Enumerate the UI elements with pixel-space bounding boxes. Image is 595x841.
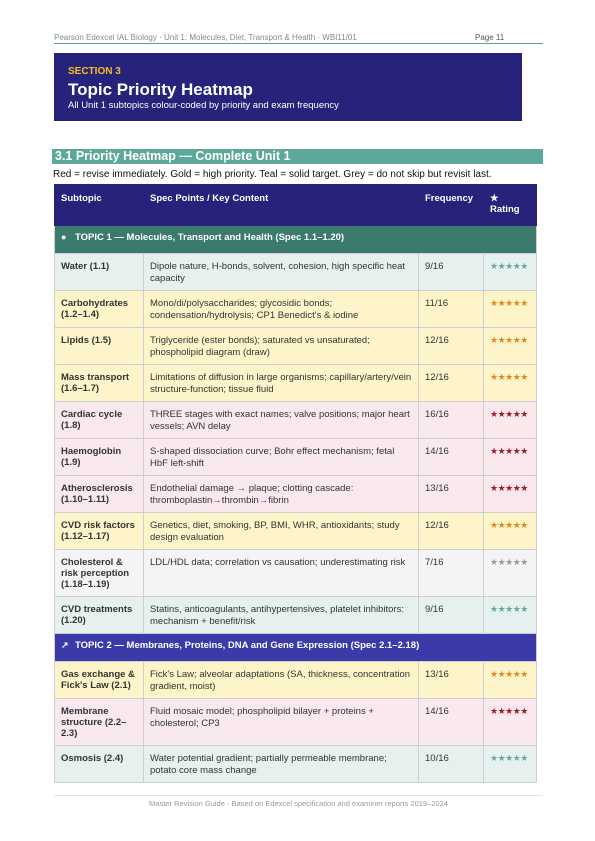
subsection-heading: 3.1 Priority Heatmap — Complete Unit 1 bbox=[52, 149, 543, 164]
frequency-cell: 14/16 bbox=[419, 699, 484, 746]
frequency-cell: 12/16 bbox=[419, 513, 484, 550]
spec-cell: Triglyceride (ester bonds); saturated vs unsaturated; phospholipid diagram (draw) bbox=[144, 328, 419, 365]
header-spec: Spec Points / Key Content bbox=[144, 185, 419, 226]
rating-stars: ★★★★★ bbox=[484, 365, 537, 402]
subtopic-cell: Cardiac cycle (1.8) bbox=[55, 402, 144, 439]
topic1-dot-icon: ● bbox=[61, 232, 67, 242]
table-row bbox=[55, 328, 537, 365]
page-footer bbox=[54, 795, 543, 808]
table-header-row bbox=[55, 185, 537, 226]
frequency-cell: 12/16 bbox=[419, 328, 484, 365]
subtopic-cell: Lipids (1.5) bbox=[55, 328, 144, 365]
spec-cell: THREE stages with exact names; valve positions; major heart vessels; AVN delay bbox=[144, 402, 419, 439]
frequency-cell: 10/16 bbox=[419, 746, 484, 783]
section-kicker: SECTION 3 bbox=[68, 66, 121, 77]
header-frequency: Frequency bbox=[419, 185, 484, 226]
color-legend: Red = revise immediately. Gold = high priority. Teal = solid target. Grey = do not skip but revisit last. bbox=[53, 169, 492, 180]
subtopic-cell: Osmosis (2.4) bbox=[55, 746, 144, 783]
rating-stars: ★★★★★ bbox=[484, 699, 537, 746]
topic2-label: TOPIC 2 — Membranes, Proteins, DNA and Gene Expression (Spec 2.1–2.18) bbox=[75, 640, 420, 651]
header-rating bbox=[484, 185, 537, 226]
rating-stars: ★★★★★ bbox=[484, 291, 537, 328]
spec-cell: Genetics, diet, smoking, BP, BMI, WHR, antioxidants; study design evaluation bbox=[144, 513, 419, 550]
subtopic-cell: Gas exchange & Fick's Law (2.1) bbox=[55, 662, 144, 699]
topic2-arrow-icon: ↗ bbox=[61, 640, 69, 650]
rating-stars: ★★★★★ bbox=[484, 550, 537, 597]
section-title: Topic Priority Heatmap bbox=[68, 80, 253, 99]
table-row bbox=[55, 365, 537, 402]
spec-cell: Mono/di/polysaccharides; glycosidic bonds; condensation/hydrolysis; CP1 Benedict's & iodine bbox=[144, 291, 419, 328]
priority-heatmap-table bbox=[54, 184, 537, 783]
spec-cell: Limitations of diffusion in large organisms; capillary/artery/vein structure-function; tissue fluid bbox=[144, 365, 419, 402]
spec-cell: Fick's Law; alveolar adaptations (SA, thickness, concentration gradient, moist) bbox=[144, 662, 419, 699]
table-row bbox=[55, 254, 537, 291]
star-icon: ★ bbox=[490, 193, 499, 204]
page-number: Page 11 bbox=[475, 33, 505, 42]
frequency-cell: 14/16 bbox=[419, 439, 484, 476]
spec-cell: Dipole nature, H-bonds, solvent, cohesion, high specific heat capacity bbox=[144, 254, 419, 291]
subtopic-cell: Atherosclerosis (1.10–1.11) bbox=[55, 476, 144, 513]
subtopic-cell: Carbohydrates (1.2–1.4) bbox=[55, 291, 144, 328]
table-row bbox=[55, 699, 537, 746]
table-row bbox=[55, 476, 537, 513]
frequency-cell: 13/16 bbox=[419, 662, 484, 699]
header-rating-label: Rating bbox=[490, 204, 520, 215]
table-row bbox=[55, 513, 537, 550]
spec-cell: S-shaped dissociation curve; Bohr effect mechanism; fetal HbF left-shift bbox=[144, 439, 419, 476]
frequency-cell: 11/16 bbox=[419, 291, 484, 328]
frequency-cell: 9/16 bbox=[419, 254, 484, 291]
table-row bbox=[55, 402, 537, 439]
spec-cell: LDL/HDL data; correlation vs causation; underestimating risk bbox=[144, 550, 419, 597]
spec-cell: Water potential gradient; partially permeable membrane; potato core mass change bbox=[144, 746, 419, 783]
rating-stars: ★★★★★ bbox=[484, 662, 537, 699]
rating-stars: ★★★★★ bbox=[484, 402, 537, 439]
section-subtitle: All Unit 1 subtopics colour-coded by priority and exam frequency bbox=[68, 100, 339, 111]
spec-cell: Endothelial damage → plaque; clotting cascade: thromboplastin→thrombin→fibrin bbox=[144, 476, 419, 513]
subtopic-cell: CVD treatments (1.20) bbox=[55, 597, 144, 634]
rating-stars: ★★★★★ bbox=[484, 746, 537, 783]
section-banner bbox=[54, 53, 522, 121]
rating-stars: ★★★★★ bbox=[484, 476, 537, 513]
frequency-cell: 9/16 bbox=[419, 597, 484, 634]
table-row bbox=[55, 662, 537, 699]
topic1-label: TOPIC 1 — Molecules, Transport and Health (Spec 1.1–1.20) bbox=[75, 232, 345, 243]
rating-stars: ★★★★★ bbox=[484, 254, 537, 291]
table-row bbox=[55, 597, 537, 634]
table-row bbox=[55, 291, 537, 328]
spec-cell: Statins, anticoagulants, antihypertensives, platelet inhibitors: mechanism + benefit/risk bbox=[144, 597, 419, 634]
rating-stars: ★★★★★ bbox=[484, 439, 537, 476]
frequency-cell: 12/16 bbox=[419, 365, 484, 402]
subtopic-cell: Membrane structure (2.2–2.3) bbox=[55, 699, 144, 746]
table-row bbox=[55, 550, 537, 597]
topic2-header-row bbox=[55, 634, 537, 662]
table-row bbox=[55, 746, 537, 783]
subtopic-cell: Mass transport (1.6–1.7) bbox=[55, 365, 144, 402]
rating-stars: ★★★★★ bbox=[484, 328, 537, 365]
header-subtopic: Subtopic bbox=[55, 185, 144, 226]
frequency-cell: 7/16 bbox=[419, 550, 484, 597]
rating-stars: ★★★★★ bbox=[484, 513, 537, 550]
subtopic-cell: Water (1.1) bbox=[55, 254, 144, 291]
table-row bbox=[55, 439, 537, 476]
frequency-cell: 13/16 bbox=[419, 476, 484, 513]
topic1-header-row bbox=[55, 226, 537, 254]
subtopic-cell: CVD risk factors (1.12–1.17) bbox=[55, 513, 144, 550]
footer-text: Master Revision Guide · Based on Edexcel specification and examiner reports 2019–2024 bbox=[149, 799, 448, 808]
running-header bbox=[54, 33, 543, 44]
header-course-info: Pearson Edexcel IAL Biology · Unit 1: Molecules, Diet, Transport & Health · WBI11/01 bbox=[54, 33, 357, 42]
spec-cell: Fluid mosaic model; phospholipid bilayer + proteins + cholesterol; CP3 bbox=[144, 699, 419, 746]
rating-stars: ★★★★★ bbox=[484, 597, 537, 634]
subtopic-cell: Cholesterol & risk perception (1.18–1.19) bbox=[55, 550, 144, 597]
subtopic-cell: Haemoglobin (1.9) bbox=[55, 439, 144, 476]
frequency-cell: 16/16 bbox=[419, 402, 484, 439]
